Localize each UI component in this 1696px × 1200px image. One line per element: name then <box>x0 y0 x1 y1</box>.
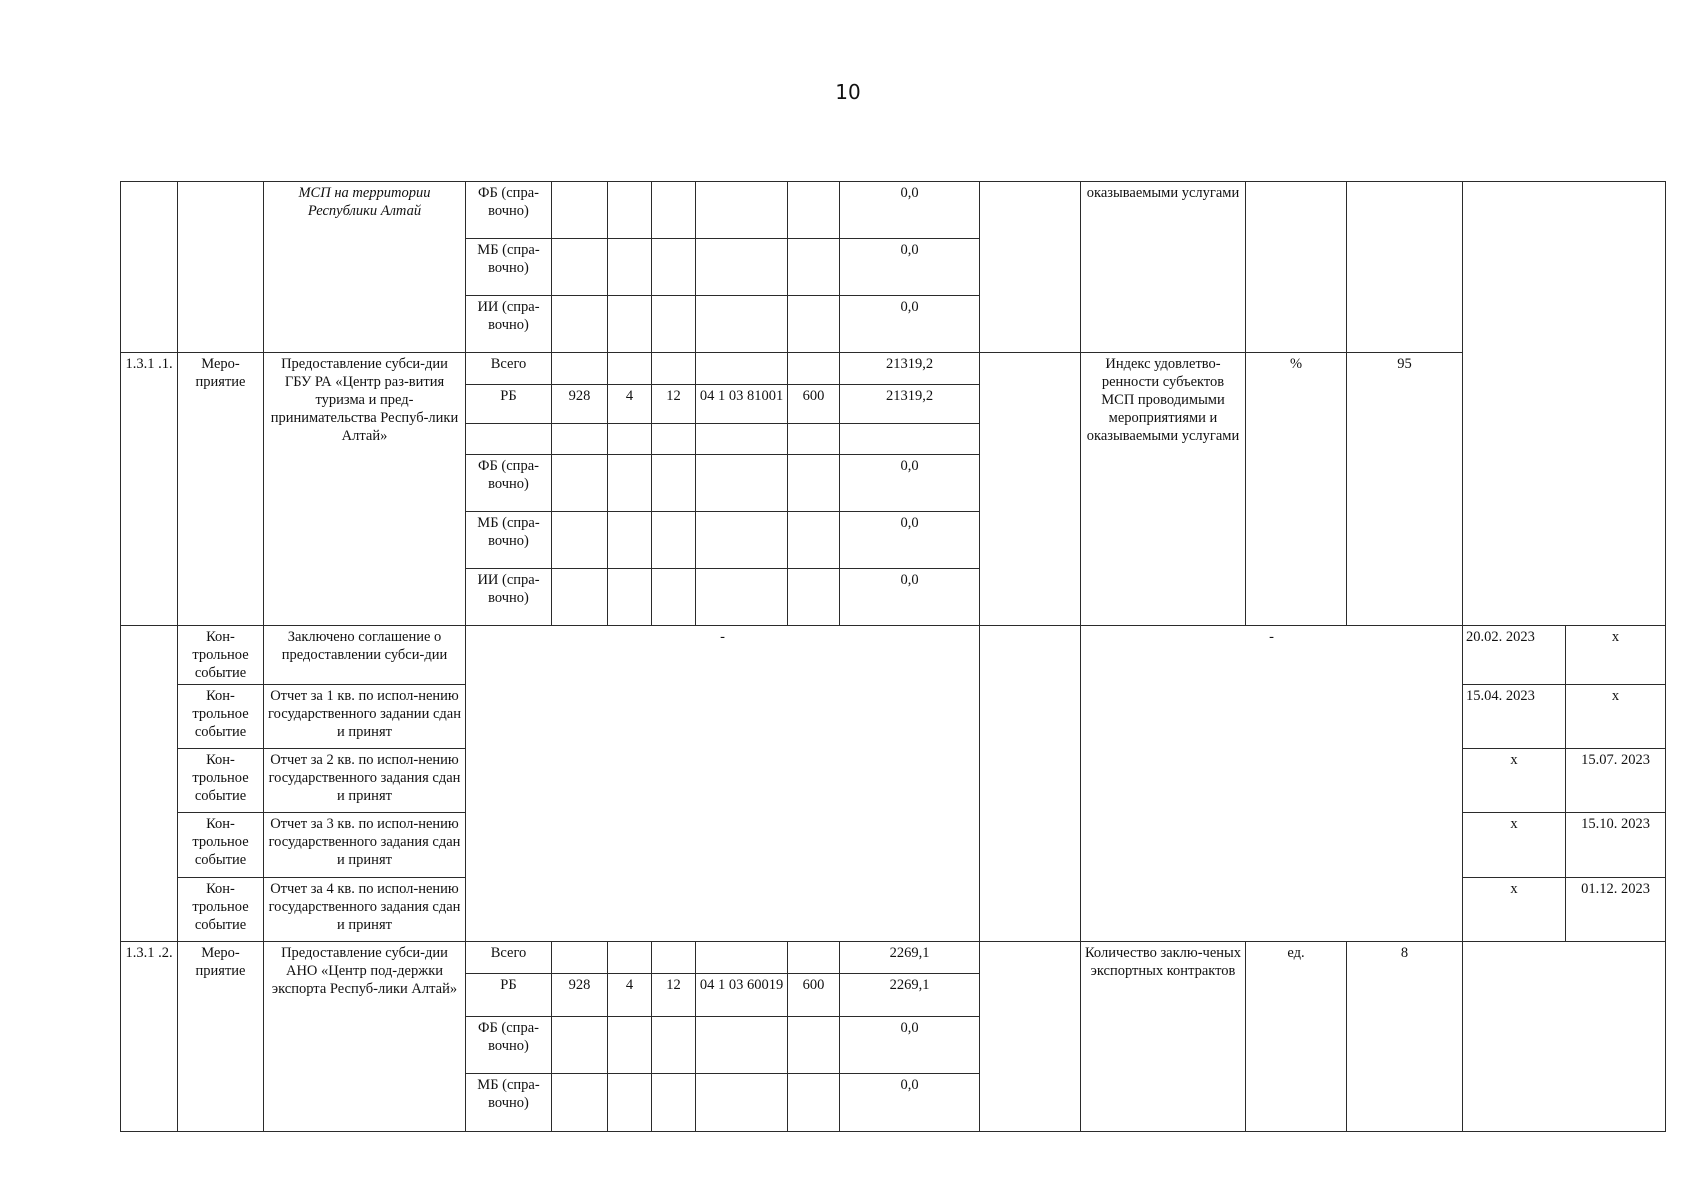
control-event-type-cell: Кон-трольное событие <box>177 748 264 813</box>
amount-cell: 0,0 <box>839 181 980 239</box>
rz-cell <box>607 1073 652 1132</box>
vr-cell <box>787 423 840 455</box>
amount-cell: 0,0 <box>839 238 980 296</box>
pr-cell <box>651 181 696 239</box>
indicator-dash-cell: - <box>1080 625 1463 942</box>
grbs-cell: 928 <box>551 384 608 424</box>
spacer-cell <box>979 941 1081 1132</box>
amount-cell: 0,0 <box>839 1016 980 1074</box>
csr-cell <box>695 941 788 974</box>
spacer-cell <box>979 181 1081 353</box>
rz-cell <box>607 941 652 974</box>
row-name-cell: МСП на территории Республики Алтай <box>263 181 466 353</box>
csr-cell: 04 1 03 81001 <box>695 384 788 424</box>
vr-cell <box>787 941 840 974</box>
vr-cell <box>787 454 840 512</box>
grbs-cell <box>551 352 608 385</box>
deadline-cell: 01.12. 2023 <box>1565 877 1666 942</box>
csr-cell <box>695 295 788 353</box>
page-number: 10 <box>835 80 861 104</box>
deadline-cell: 15.10. 2023 <box>1565 812 1666 878</box>
indicator-name-cell: Количество заклю-ченых экспортных контрактов <box>1080 941 1246 1132</box>
csr-cell <box>695 1073 788 1132</box>
row-number-cell <box>120 625 178 942</box>
pr-cell <box>651 941 696 974</box>
budget-source-cell: Всего <box>465 941 552 974</box>
csr-cell: 04 1 03 60019 <box>695 973 788 1017</box>
csr-cell <box>695 352 788 385</box>
control-event-type-cell: Кон-трольное событие <box>177 625 264 685</box>
csr-cell <box>695 1016 788 1074</box>
grbs-cell: 928 <box>551 973 608 1017</box>
grbs-cell <box>551 181 608 239</box>
program-table <box>120 181 1665 1131</box>
deadline-cell: 15.04. 2023 <box>1462 684 1566 749</box>
grbs-cell <box>551 1073 608 1132</box>
amount-cell: 0,0 <box>839 511 980 569</box>
pr-cell <box>651 1016 696 1074</box>
indicator-unit-cell: ед. <box>1245 941 1347 1132</box>
deadline-block-cell <box>1462 941 1666 1132</box>
deadline-block-cell <box>1462 181 1666 685</box>
grbs-cell <box>551 238 608 296</box>
rz-cell <box>607 238 652 296</box>
indicator-name-cell: оказываемыми услугами <box>1080 181 1246 353</box>
rz-cell <box>607 1016 652 1074</box>
grbs-cell <box>551 941 608 974</box>
vr-cell: 600 <box>787 384 840 424</box>
vr-cell <box>787 181 840 239</box>
pr-cell <box>651 1073 696 1132</box>
indicator-unit-cell <box>1245 181 1347 353</box>
row-type-cell: Меро-приятие <box>177 352 264 626</box>
budget-source-cell: МБ (спра-вочно) <box>465 511 552 569</box>
deadline-cell: х <box>1462 748 1566 813</box>
vr-cell <box>787 1073 840 1132</box>
amount-cell: 0,0 <box>839 568 980 626</box>
pr-cell <box>651 568 696 626</box>
pr-cell: 12 <box>651 384 696 424</box>
control-event-name-cell: Отчет за 3 кв. по испол-нению государственного задания сдан и принят <box>263 812 466 878</box>
pr-cell <box>651 295 696 353</box>
budget-source-cell: МБ (спра-вочно) <box>465 238 552 296</box>
deadline-cell: 15.07. 2023 <box>1565 748 1666 813</box>
pr-cell: 12 <box>651 973 696 1017</box>
budget-source-cell <box>465 423 552 455</box>
control-event-type-cell: Кон-трольное событие <box>177 684 264 749</box>
grbs-cell <box>551 454 608 512</box>
indicator-value-cell: 8 <box>1346 941 1463 1132</box>
grbs-cell <box>551 295 608 353</box>
amount-cell: 21319,2 <box>839 352 980 385</box>
indicator-value-cell: 95 <box>1346 352 1463 626</box>
spacer-cell <box>979 625 1081 942</box>
rz-cell: 4 <box>607 973 652 1017</box>
vr-cell <box>787 1016 840 1074</box>
rz-cell <box>607 295 652 353</box>
rz-cell <box>607 454 652 512</box>
control-event-name-cell: Отчет за 1 кв. по испол-нению государственного задании сдан и принят <box>263 684 466 749</box>
rz-cell <box>607 181 652 239</box>
budget-source-cell: ИИ (спра-вочно) <box>465 295 552 353</box>
grbs-cell <box>551 568 608 626</box>
control-event-name-cell: Отчет за 2 кв. по испол-нению государственного задания сдан и принят <box>263 748 466 813</box>
indicator-name-cell: Индекс удовлетво-ренности субъектов МСП проводимыми мероприятиями и оказываемыми услугами <box>1080 352 1246 626</box>
spacer-cell <box>979 352 1081 626</box>
csr-cell <box>695 423 788 455</box>
amount-cell: 2269,1 <box>839 941 980 974</box>
grbs-cell <box>551 511 608 569</box>
csr-cell <box>695 181 788 239</box>
amount-cell: 2269,1 <box>839 973 980 1017</box>
budget-source-cell: ИИ (спра-вочно) <box>465 568 552 626</box>
budget-source-cell: ФБ (спра-вочно) <box>465 1016 552 1074</box>
rz-cell <box>607 352 652 385</box>
csr-cell <box>695 511 788 569</box>
row-type-cell <box>177 181 264 353</box>
indicator-value-cell <box>1346 181 1463 353</box>
deadline-cell: х <box>1462 877 1566 942</box>
deadline-cell: х <box>1462 812 1566 878</box>
grbs-cell <box>551 423 608 455</box>
control-event-type-cell: Кон-трольное событие <box>177 812 264 878</box>
budget-source-cell: МБ (спра-вочно) <box>465 1073 552 1132</box>
rz-cell <box>607 423 652 455</box>
vr-cell <box>787 352 840 385</box>
control-event-name-cell: Отчет за 4 кв. по испол-нению государственного задания сдан и принят <box>263 877 466 942</box>
vr-cell <box>787 295 840 353</box>
budget-source-cell: ФБ (спра-вочно) <box>465 181 552 239</box>
rz-cell <box>607 568 652 626</box>
vr-cell <box>787 511 840 569</box>
deadline-cell: 20.02. 2023 <box>1462 625 1566 685</box>
pr-cell <box>651 454 696 512</box>
control-event-name-cell: Заключено соглашение о предоставлении субси-дии <box>263 625 466 685</box>
rz-cell: 4 <box>607 384 652 424</box>
budget-source-cell: ФБ (спра-вочно) <box>465 454 552 512</box>
csr-cell <box>695 238 788 296</box>
pr-cell <box>651 352 696 385</box>
indicator-unit-cell: % <box>1245 352 1347 626</box>
deadline-cell: х <box>1565 684 1666 749</box>
csr-cell <box>695 454 788 512</box>
row-number-cell: 1.3.1 .1. <box>120 352 178 626</box>
amount-cell: 21319,2 <box>839 384 980 424</box>
amount-cell: 0,0 <box>839 1073 980 1132</box>
amount-cell: 0,0 <box>839 295 980 353</box>
row-name-cell: Предоставление субси-дии ГБУ РА «Центр раз-вития туризма и пред-принимательства Респуб-лики Алтай» <box>263 352 466 626</box>
vr-cell: 600 <box>787 973 840 1017</box>
control-event-type-cell: Кон-трольное событие <box>177 877 264 942</box>
vr-cell <box>787 238 840 296</box>
row-number-cell: 1.3.1 .2. <box>120 941 178 1132</box>
deadline-cell: х <box>1565 625 1666 685</box>
finance-dash-cell: - <box>465 625 980 942</box>
rz-cell <box>607 511 652 569</box>
row-number-cell <box>120 181 178 353</box>
pr-cell <box>651 511 696 569</box>
budget-source-cell: Всего <box>465 352 552 385</box>
vr-cell <box>787 568 840 626</box>
budget-source-cell: РБ <box>465 384 552 424</box>
pr-cell <box>651 238 696 296</box>
row-type-cell: Меро-приятие <box>177 941 264 1132</box>
amount-cell: 0,0 <box>839 454 980 512</box>
grbs-cell <box>551 1016 608 1074</box>
pr-cell <box>651 423 696 455</box>
budget-source-cell: РБ <box>465 973 552 1017</box>
csr-cell <box>695 568 788 626</box>
amount-cell <box>839 423 980 455</box>
row-name-cell: Предоставление субси-дии АНО «Центр под-держки экспорта Респуб-лики Алтай» <box>263 941 466 1132</box>
